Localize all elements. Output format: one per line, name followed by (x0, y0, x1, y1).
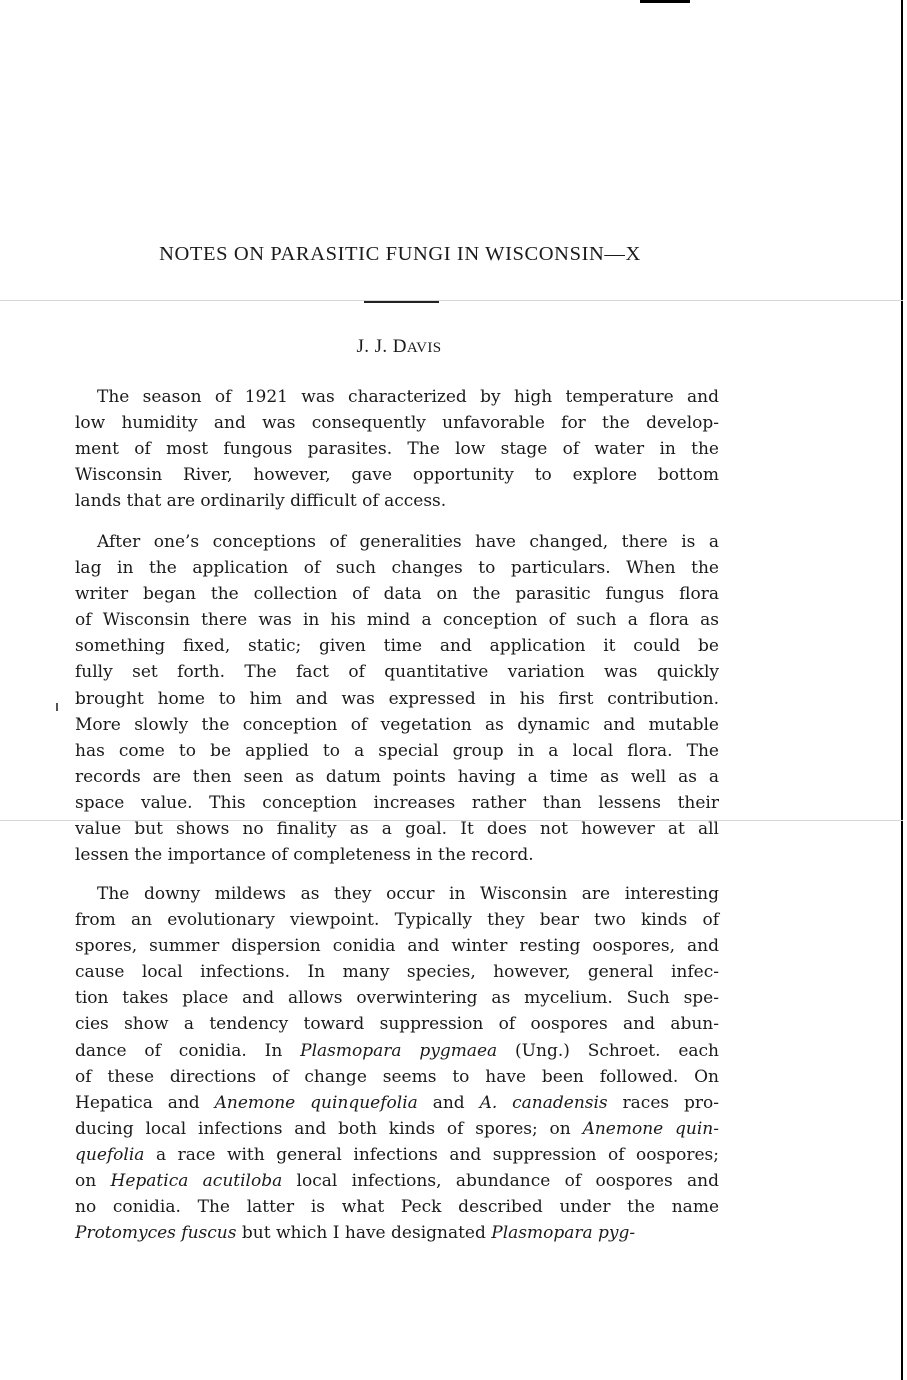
text-line: spores, summer dispersion conidia and winter resting oospores, and (75, 936, 719, 957)
text-line: dance of conidia. In Plasmopara pygmaea (Ung.) Schroet. each (75, 1040, 719, 1061)
text-line: After one’s conceptions of generalities have changed, there is a (97, 532, 719, 552)
scan-top-mark (640, 0, 690, 3)
text-line: ducing local infections and both kinds of spores; on Anemone quin- (75, 1118, 719, 1139)
text-line: writer began the collection of data on the parasitic fungus flora (75, 584, 719, 605)
text-line: cies show a tendency toward suppression of oospores and abun- (75, 1014, 719, 1035)
text-line: from an evolutionary viewpoint. Typically they bear two kinds of (75, 910, 719, 931)
text-line: Hepatica and Anemone quinquefolia and A. canadensis races pro- (75, 1092, 719, 1113)
text-line: The season of 1921 was characterized by high temperature and (97, 387, 719, 407)
paragraph-2 (75, 529, 719, 868)
text-line: lag in the application of such changes to particulars. When the (75, 558, 719, 579)
title-rule (364, 301, 439, 303)
text-line: no conidia. The latter is what Peck described under the name (75, 1197, 719, 1218)
text-line: value but shows no finality as a goal. It does not however at all (75, 819, 719, 840)
text-line: The downy mildews as they occur in Wisconsin are interesting (97, 884, 719, 904)
text-line: low humidity and was consequently unfavorable for the develop- (75, 413, 719, 434)
scan-page-edge (901, 0, 903, 1380)
paragraph-1 (75, 384, 719, 514)
text-line: fully set forth. The fact of quantitative variation was quickly (75, 662, 719, 683)
text-line: ment of most fungous parasites. The low stage of water in the (75, 439, 719, 460)
article-title: NOTES ON PARASITIC FUNGI IN WISCONSIN—X (159, 243, 641, 265)
paragraph-3 (75, 881, 719, 1246)
text-line: brought home to him and was expressed in his first contribution. (75, 688, 719, 709)
text-line: something fixed, static; given time and application it could be (75, 636, 719, 657)
text-line: of Wisconsin there was in his mind a conception of such a flora as (75, 610, 719, 631)
text-line: tion takes place and allows overwintering as mycelium. Such spe- (75, 988, 719, 1009)
text-line: cause local infections. In many species, however, general infec- (75, 962, 719, 983)
text-line: Wisconsin River, however, gave opportunity to explore bottom (75, 465, 719, 486)
text-line: space value. This conception increases rather than lessens their (75, 792, 719, 813)
text-line: More slowly the conception of vegetation as dynamic and mutable (75, 714, 719, 735)
text-line: of these directions of change seems to have been followed. On (75, 1066, 719, 1087)
stray-margin-mark (56, 703, 58, 711)
author-name (0, 336, 798, 358)
text-line: on Hepatica acutiloba local infections, abundance of oospores and (75, 1171, 719, 1192)
text-line: records are then seen as datum points having a time as well as a (75, 766, 719, 787)
text-line: quefolia a race with general infections and suppression of oospores; (75, 1144, 719, 1165)
text-line: lands that are ordinarily difficult of access. (75, 491, 447, 512)
author-text: J. J. DAVIS (356, 336, 442, 357)
scan-fold-line-upper (0, 300, 903, 301)
text-line: lessen the importance of completeness in the record. (75, 845, 534, 866)
text-line: has come to be applied to a special group in a local flora. The (75, 740, 719, 761)
text-line: Protomyces fuscus but which I have designated Plasmopara pyg- (75, 1223, 636, 1244)
